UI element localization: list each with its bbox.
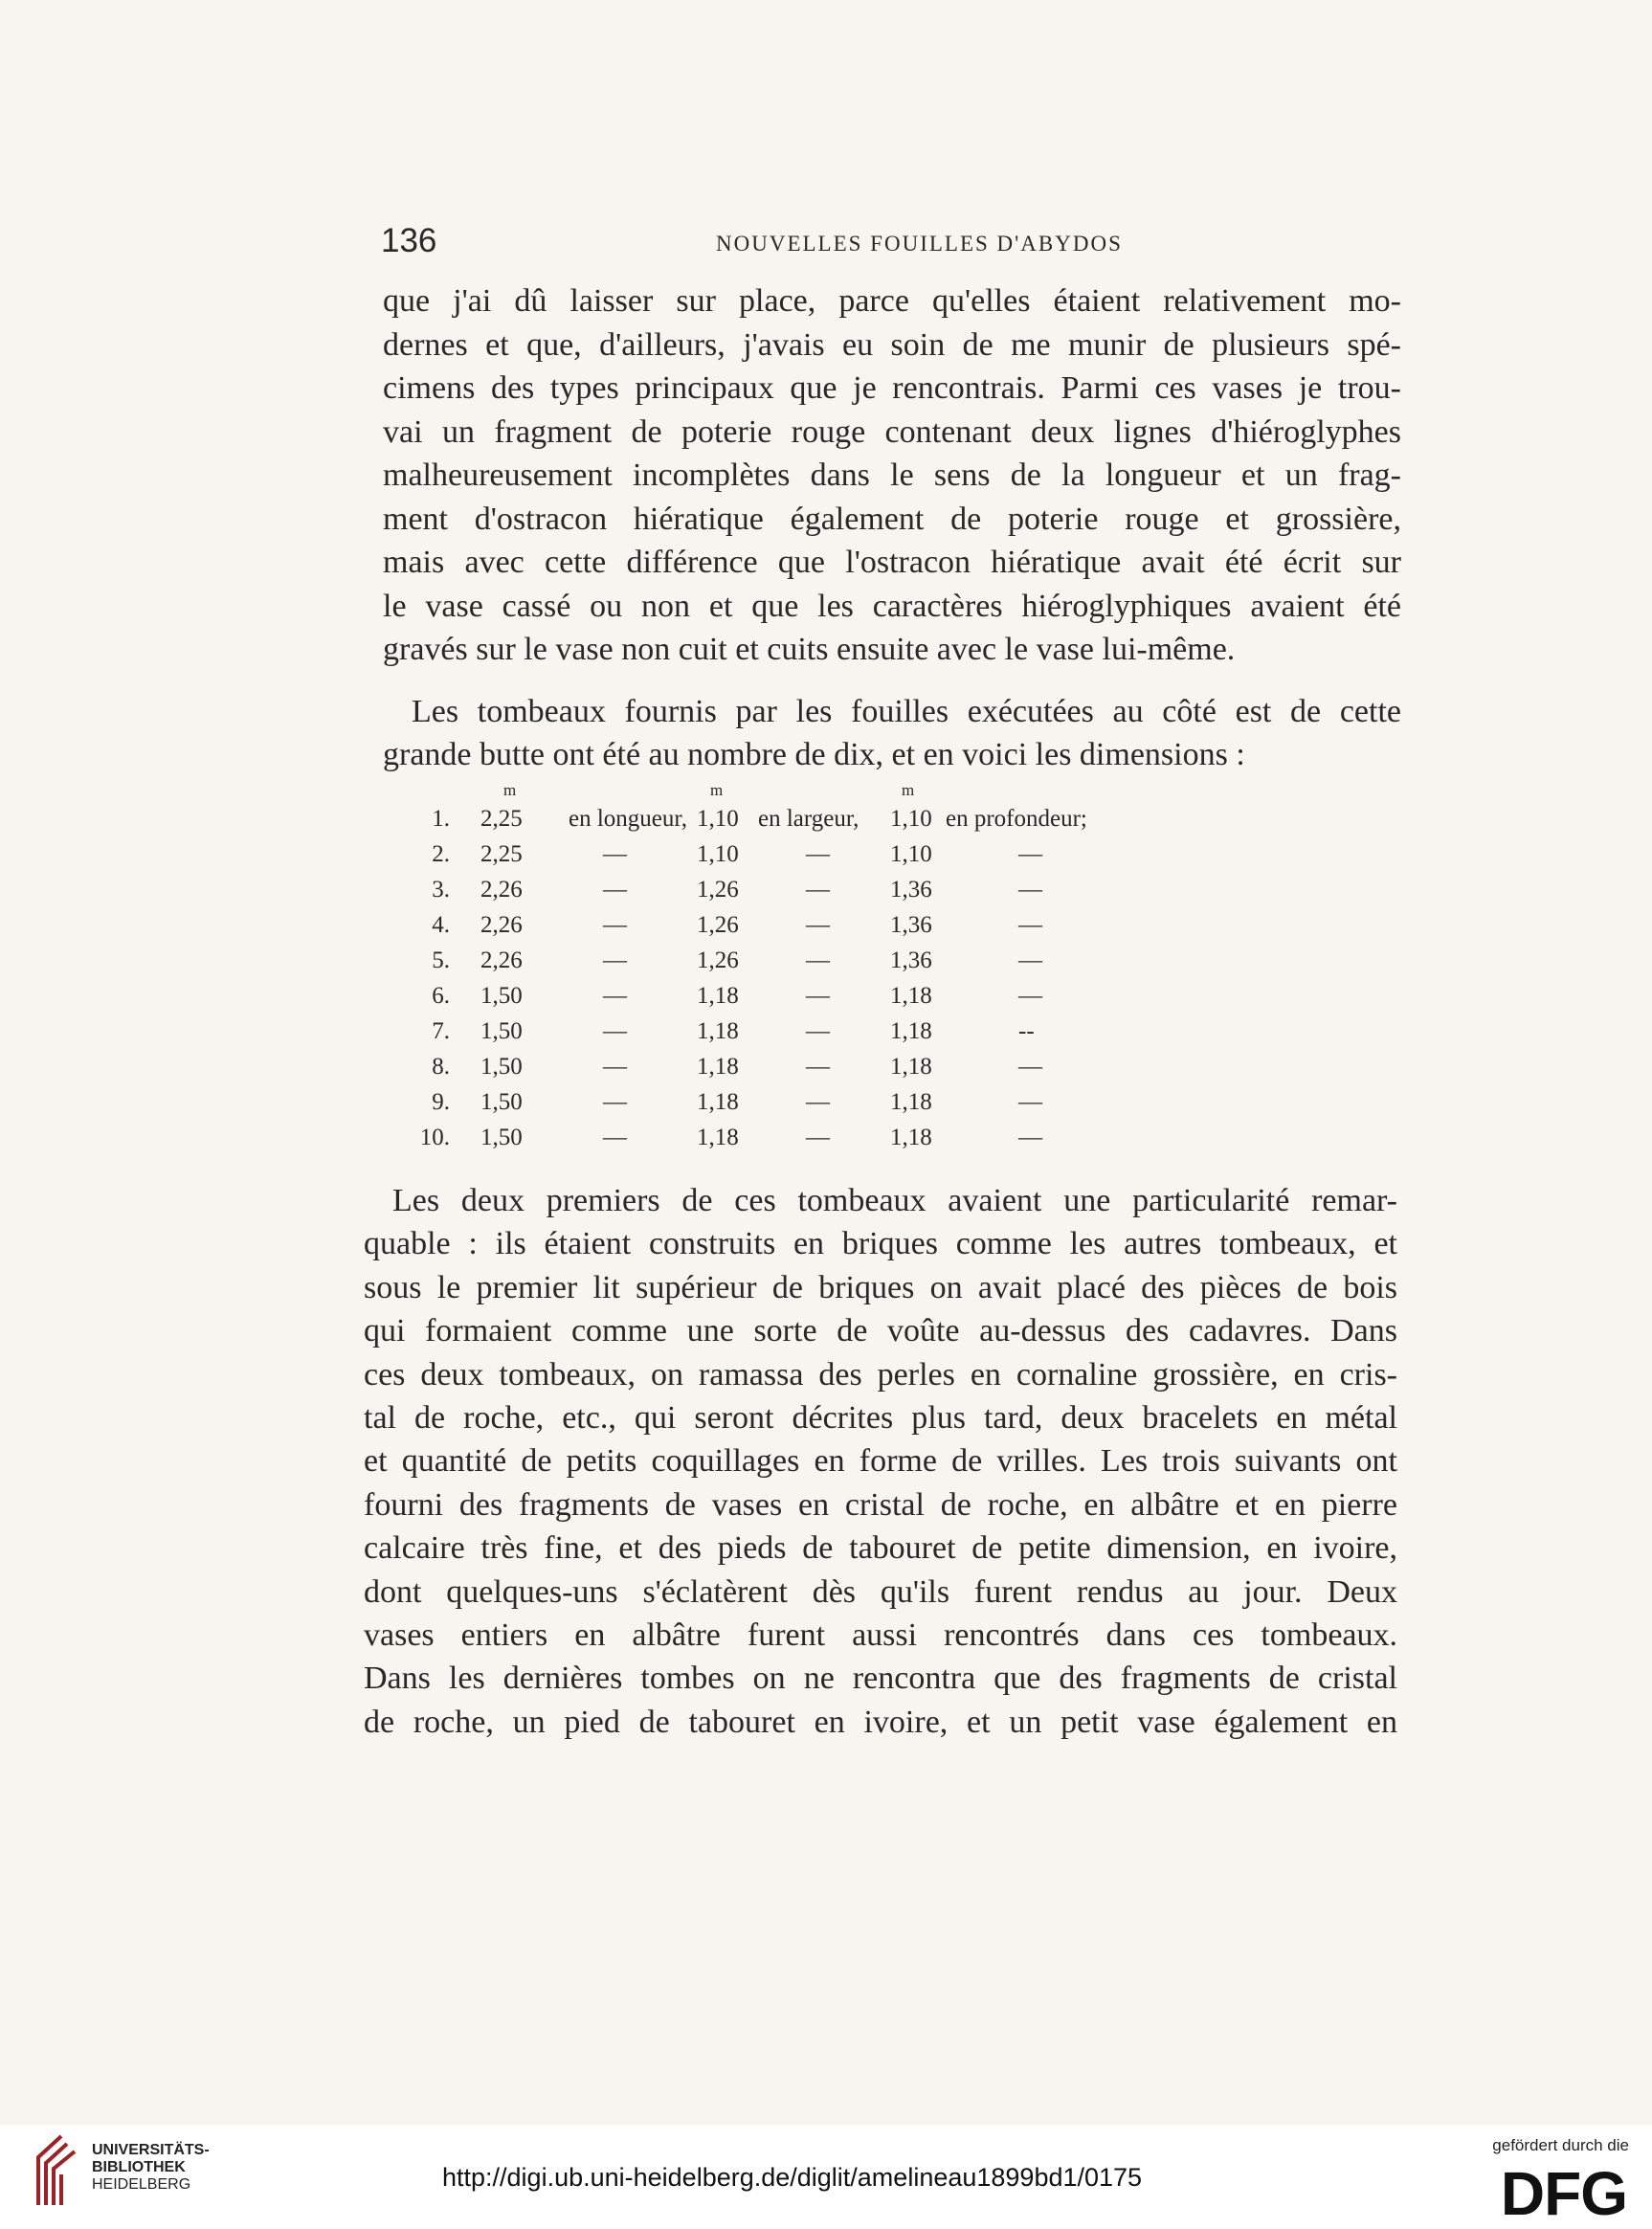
ditto-dash: — (806, 841, 830, 867)
text-line: Dans les dernières tombes on ne rencontra que des fragments de cristal (364, 1661, 1397, 1697)
table-row (412, 983, 1139, 1018)
length-value: 1,50 (480, 1125, 523, 1150)
ditto-dash: — (1018, 1089, 1042, 1115)
table-row (412, 1125, 1139, 1160)
ditto-dash: — (1018, 1125, 1042, 1150)
library-name (92, 2142, 210, 2194)
ditto-dash: — (603, 983, 627, 1009)
page-header (381, 222, 1401, 270)
depth-value: 1,36 (890, 947, 932, 973)
depth-value: 1,18 (890, 1125, 932, 1150)
length-value: 2,26 (480, 912, 523, 938)
text-line: Les tombeaux fournis par les fouilles exécutées au côté est de cette (412, 694, 1401, 729)
width-value: 1,26 (697, 947, 739, 973)
text-line: et quantité de petits coquillages en forme de vrilles. Les trois suivants ont (364, 1443, 1397, 1480)
ditto-dash: — (603, 1125, 627, 1150)
width-value: 1,18 (697, 1089, 739, 1115)
width-value: 1,18 (697, 1018, 739, 1044)
library-name-line: UNIVERSITÄTS- (92, 2142, 210, 2158)
tomb-number: 1. (432, 806, 450, 832)
width-value: 1,26 (697, 912, 739, 938)
paragraph-3 (364, 1179, 1397, 1744)
text-line: calcaire très fine, et des pieds de tabouret de petite dimension, en ivoire, (364, 1530, 1397, 1567)
width-value: 1,18 (697, 983, 739, 1009)
paragraph-2 (383, 690, 1401, 776)
ditto-dash: — (603, 947, 627, 973)
text-line: vases entiers en albâtre furent aussi rencontrés dans ces tombeaux. (364, 1617, 1397, 1654)
tomb-number: 6. (432, 983, 450, 1009)
table-row (412, 841, 1139, 877)
depth-value: 1,18 (890, 1054, 932, 1080)
ditto-dash: — (806, 912, 830, 938)
text-line: Les deux premiers de ces tombeaux avaient une particularité remar- (392, 1183, 1397, 1218)
length-value: 2,26 (480, 877, 523, 903)
width-value: 1,10 (697, 841, 739, 867)
tomb-number: 10. (419, 1125, 450, 1150)
length-value: 1,50 (480, 1018, 523, 1044)
dfg-logo-icon: DFG (1500, 2159, 1627, 2228)
ditto-dash: — (603, 1018, 627, 1044)
depth-label: en profondeur; (946, 806, 1087, 832)
ditto-dash: — (1018, 947, 1042, 973)
unit-mark: m (503, 781, 517, 799)
ditto-dash: — (806, 1125, 830, 1150)
depth-value: 1,18 (890, 1018, 932, 1044)
ditto-dash: — (806, 1018, 830, 1044)
university-library-logo-icon (33, 2129, 80, 2211)
length-value: 1,50 (480, 1089, 523, 1115)
text-line: que j'ai dû laisser sur place, parce qu'elles étaient relativement mo- (383, 283, 1401, 319)
ditto-dash: — (1018, 983, 1042, 1009)
ditto-dash: — (1018, 877, 1042, 903)
width-value: 1,18 (697, 1054, 739, 1080)
depth-value: 1,18 (890, 1089, 932, 1115)
ditto-dash: — (603, 1089, 627, 1115)
depth-value: 1,18 (890, 983, 932, 1009)
depth-value: 1,36 (890, 912, 932, 938)
text-line: malheureusement incomplètes dans le sens de la longueur et un frag- (383, 457, 1401, 493)
table-row (412, 947, 1139, 983)
text-line: sous le premier lit supérieur de briques on avait placé des pièces de bois (364, 1269, 1397, 1305)
table-row (412, 1018, 1139, 1054)
text-line: dont quelques-uns s'éclatèrent dès qu'ils furent rendus au jour. Deux (364, 1573, 1397, 1610)
running-title: NOUVELLES FOUILLES D'ABYDOS (716, 232, 1123, 256)
width-label: en largeur, (758, 806, 859, 832)
ditto-dash: — (1018, 841, 1042, 867)
text-line: ces deux tombeaux, on ramassa des perles en cornaline grossière, en cris- (364, 1356, 1397, 1393)
length-value: 1,50 (480, 1054, 523, 1080)
library-name-line: BIBLIOTHEK (92, 2159, 186, 2175)
length-value: 1,50 (480, 983, 523, 1009)
text-line: quable : ils étaient construits en briques comme les autres tombeaux, et (364, 1226, 1397, 1262)
tomb-number: 2. (432, 841, 450, 867)
ditto-dash: — (806, 877, 830, 903)
paragraph-1 (383, 279, 1401, 672)
page-number: 136 (381, 222, 437, 259)
text-line: tal de roche, etc., qui seront décrites plus tard, deux bracelets en métal (364, 1400, 1397, 1437)
width-value: 1,18 (697, 1125, 739, 1150)
length-value: 2,25 (480, 841, 523, 867)
text-line: dernes et que, d'ailleurs, j'avais eu soin de me munir de plusieurs spé- (383, 326, 1401, 363)
width-value: 1,26 (697, 877, 739, 903)
ditto-dash: — (806, 1054, 830, 1080)
ditto-dash: — (603, 912, 627, 938)
viewer-footer (0, 2125, 1652, 2229)
table-row (412, 877, 1139, 912)
length-label: en longueur, (569, 806, 687, 832)
length-value: 2,25 (480, 806, 523, 832)
length-value: 2,26 (480, 947, 523, 973)
depth-value: 1,10 (890, 806, 932, 832)
text-line: ment d'ostracon hiératique également de poterie rouge et grossière, (383, 501, 1401, 537)
table-row (412, 1054, 1139, 1089)
ditto-dash: — (603, 1054, 627, 1080)
ditto-dash: — (806, 947, 830, 973)
text-line: fourni des fragments de vases en cristal de roche, en albâtre et en pierre (364, 1486, 1397, 1523)
ditto-dash: — (1018, 912, 1042, 938)
ditto-dash: -- (1018, 1018, 1035, 1044)
text-line: qui formaient comme une sorte de voûte au-dessus des cadavres. Dans (364, 1313, 1397, 1349)
permalink-url[interactable]: http://digi.ub.uni-heidelberg.de/diglit/amelineau1899bd1/0175 (442, 2163, 1143, 2192)
text-line: vai un fragment de poterie rouge contenant deux lignes d'hiéroglyphes (383, 413, 1401, 450)
text-line: de roche, un pied de tabouret en ivoire, et un petit vase également en (364, 1704, 1397, 1740)
table-row (412, 806, 1139, 841)
table-row (412, 912, 1139, 947)
ditto-dash: — (603, 841, 627, 867)
table-row (412, 1089, 1139, 1125)
tomb-number: 7. (432, 1018, 450, 1044)
ditto-dash: — (806, 983, 830, 1009)
depth-value: 1,36 (890, 877, 932, 903)
funding-caption: gefördert durch die (1492, 2136, 1629, 2154)
ditto-dash: — (1018, 1054, 1042, 1080)
text-line: mais avec cette différence que l'ostracon hiératique avait été écrit sur (383, 545, 1401, 580)
ditto-dash: — (603, 877, 627, 903)
tomb-number: 5. (432, 947, 450, 973)
text-line: cimens des types principaux que je rencontrais. Parmi ces vases je trou- (383, 370, 1401, 406)
tomb-number: 3. (432, 877, 450, 903)
unit-mark: m (710, 781, 724, 799)
unit-mark: m (902, 781, 915, 799)
text-line: gravés sur le vase non cuit et cuits ensuite avec le vase lui-même. (383, 632, 1236, 667)
unit-marks-row (412, 781, 1139, 806)
width-value: 1,10 (697, 806, 739, 832)
dimensions-table (412, 781, 1139, 1160)
text-line: le vase cassé ou non et que les caractères hiéroglyphiques avaient été (383, 588, 1401, 624)
tomb-number: 4. (432, 912, 450, 938)
text-line: grande butte ont été au nombre de dix, et en voici les dimensions : (383, 737, 1245, 772)
ditto-dash: — (806, 1089, 830, 1115)
depth-value: 1,10 (890, 841, 932, 867)
tomb-number: 8. (432, 1054, 450, 1080)
tomb-number: 9. (432, 1089, 450, 1115)
library-name-line: HEIDELBERG (92, 2176, 191, 2193)
